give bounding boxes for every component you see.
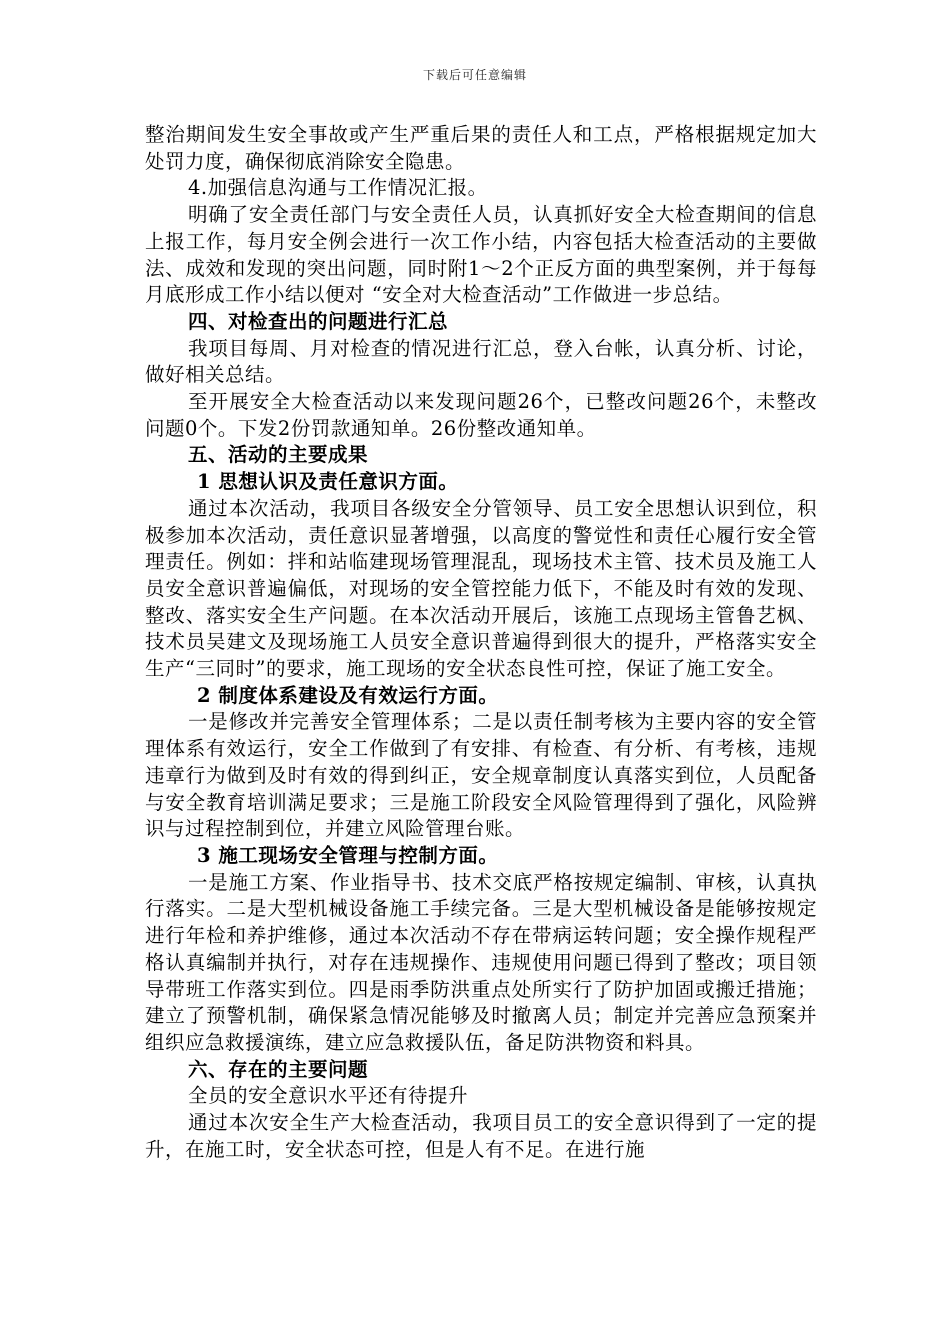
paragraph: 4.加强信息沟通与工作情况汇报。 [188,176,488,200]
document-body [145,122,817,1163]
section-heading: 五、活动的主要成果 [188,443,369,467]
subsection-heading: 2 制度体系建设及有效运行方面。 [197,683,499,707]
paragraph: 全员的安全意识水平还有待提升 [188,1084,469,1108]
paragraph: 我项目每周、月对检查的情况进行汇总，登入台帐，认真分析、讨论，做好相关总结。 [145,336,817,387]
subsection-heading: 3 施工现场安全管理与控制方面。 [197,843,499,867]
paragraph: 至开展安全大检查活动以来发现问题26个，已整改问题26个，未整改问题0个。下发2份罚款通知单。26份整改通知单。 [145,390,817,440]
paragraph: 明确了安全责任部门与安全责任人员，认真抓好安全大检查期间的信息上报工作，每月安全例会进行一次工作小结，内容包括大检查活动的主要做法、成效和发现的突出问题，同时附1～2个正反方面的典型案例，并于每每月底形成工作小结以便对 “安全对大检查活动”工作做进一步总结。 [145,203,817,307]
subsection-heading: 1 思想认识及责任意识方面。 [197,470,459,494]
paragraph: 一是施工方案、作业指导书、技术交底严格按规定编制、审核，认真执行落实。二是大型机械设备施工手续完备。三是大型机械设备是能够按规定进行年检和养护维修，通过本次活动不存在带病运转问题；安全操作规程严格认真编制并执行，对存在违规操作、违规使用问题已得到了整改；项目领导带班工作落实到位。四是雨季防洪重点处所实行了防护加固或搬迁措施；建立了预警机制，确保紧急情况能够及时撤离人员；制定并完善应急预案并组织应急救援演练，建立应急救援队伍，备足防洪物资和料具。 [145,870,817,1054]
paragraph: 一是修改并完善安全管理体系；二是以责任制考核为主要内容的安全管理体系有效运行，安全工作做到了有安排、有检查、有分析、有考核，违规违章行为做到及时有效的得到纠正，安全规章制度认真落实到位，人员配备与安全教育培训满足要求；三是施工阶段安全风险管理得到了强化，风险辨识与过程控制到位，并建立风险管理台账。 [145,710,817,841]
section-heading: 六、存在的主要问题 [188,1057,369,1081]
page-header: 下载后可任意编辑 [422,68,527,82]
paragraph: 通过本次活动，我项目各级安全分管领导、员工安全思想认识到位，积极参加本次活动，责任意识显著增强，以高度的警觉性和责任心履行安全管理责任。例如：拌和站临建现场管理混乱，现场技术主管、技术员及施工人员安全意识普遍偏低，对现场的安全管控能力低下，不能及时有效的发现、整改、落实安全生产问题。在本次活动开展后，该施工点现场主管鲁艺枫、技术员吴建文及现场施工人员安全意识普遍得到很大的提升，严格落实安全生产“三同时”的要求，施工现场的安全状态良性可控，保证了施工安全。 [145,496,817,681]
paragraph: 通过本次安全生产大检查活动，我项目员工的安全意识得到了一定的提升，在施工时，安全状态可控，但是人有不足。在进行施 [145,1111,817,1161]
paragraph: 整治期间发生安全事故或产生严重后果的责任人和工点，严格根据规定加大处罚力度，确保彻底消除安全隐患。 [145,123,817,173]
section-heading: 四、对检查出的问题进行汇总 [188,309,449,333]
